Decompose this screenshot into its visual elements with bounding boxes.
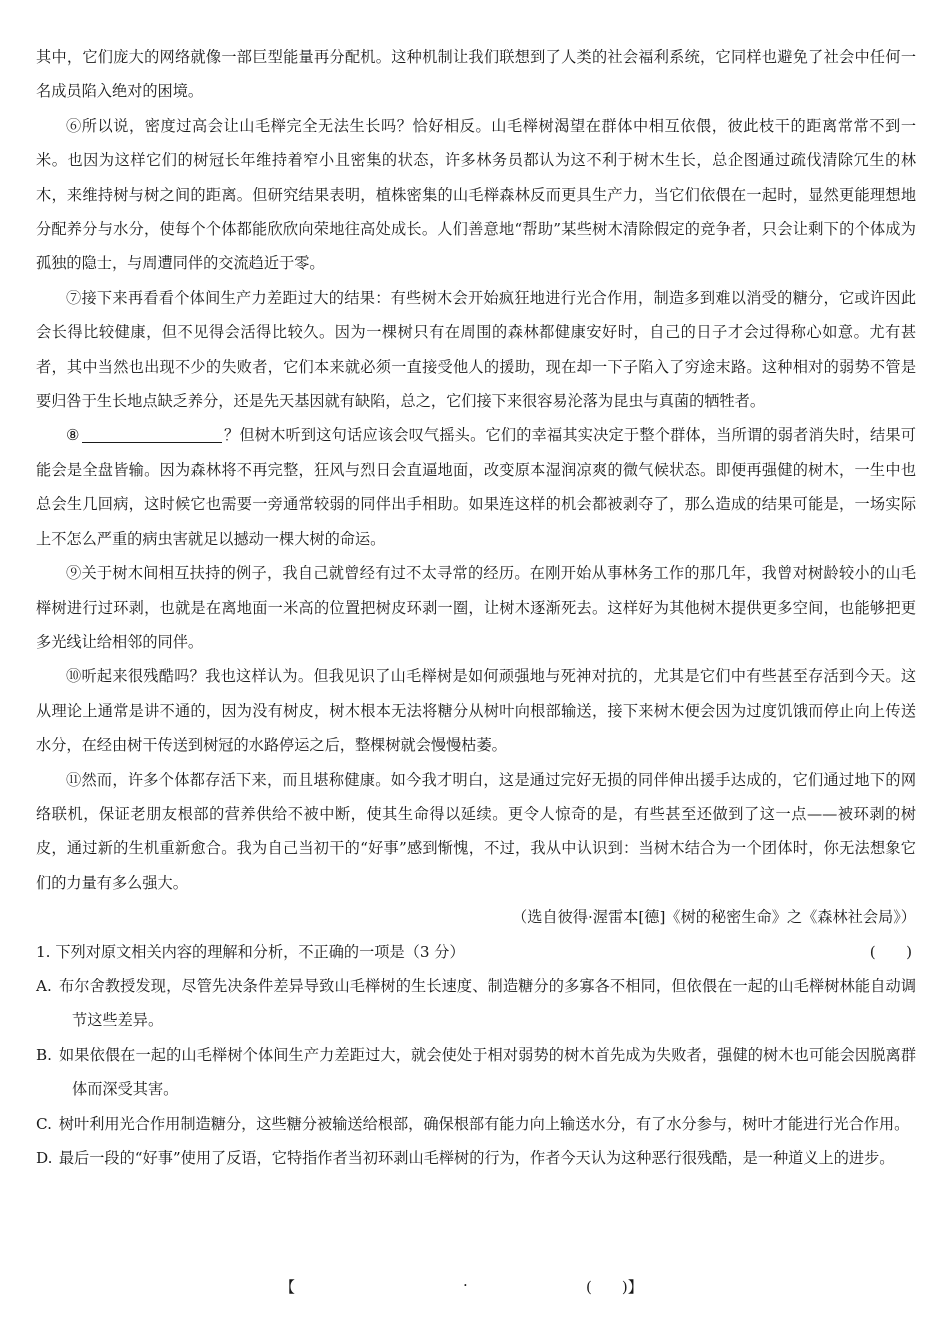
option-text: 最后一段的“好事”使用了反语，它特指作者当初环剥山毛榉树的行为，作者今天认为这种恶行很残酷，是一种道义上的进步。 bbox=[58, 1149, 895, 1167]
paragraph-continued: 其中，它们庞大的网络就像一部巨型能量再分配机。这种机制让我们联想到了人类的社会福利系统，它同样也避免了社会中任何一名成员陷入绝对的困境。 bbox=[36, 48, 916, 101]
paragraph-8-number: ⑧ bbox=[66, 426, 80, 445]
paragraph-8 bbox=[36, 418, 916, 556]
footer-left-bracket: 【 bbox=[280, 1278, 296, 1296]
page-footer bbox=[0, 1276, 950, 1302]
article-source: （选自彼得·渥雷本[德]《树的秘密生命》之《森林社会局》） bbox=[512, 908, 916, 927]
option-text: 树叶利用光合作用制造糖分，这些糖分被输送给根部，确保根部有能力向上输送水分，有了水分参与，树叶才能进行光合作用。 bbox=[58, 1114, 910, 1133]
question-1-stem bbox=[36, 935, 916, 969]
option-c[interactable]: C. 树叶利用光合作用制造糖分，这些糖分被输送给根部，确保根部有能力向上输送水分，有了水分参与，树叶才能进行光合作用。 bbox=[36, 1114, 910, 1133]
option-text: 如果依偎在一起的山毛榉树个体间生产力差距过大，就会使处于相对弱势的树木首先成为失败者，强健的树木也可能会因脱离群体而深受其害。 bbox=[58, 1045, 917, 1099]
paragraph-6: ⑥所以说，密度过高会让山毛榉完全无法生长吗？恰好相反。山毛榉树渴望在群体中相互依偎，彼此枝干的距离常常不到一米。也因为这样它们的树冠长年维持着窄小且密集的状态，许多林务员都认为这不利于树木生长，总企图通过疏伐清除冗生的林木，来维持树与树之间的距离。但研究结果表明，植株密集的山毛榉森林反而更具生产力，当它们依偎在一起时，显然更能理想地分配养分与水分，使每个个体都能欣欣向荣地往高处成长。人们善意地“帮助”某些树木清除假定的竞争者，只会让剩下的个体成为孤独的隐士，与周遭同伴的交流趋近于零。 bbox=[36, 116, 916, 273]
paragraph-7: ⑦接下来再看看个体间生产力差距过大的结果：有些树木会开始疯狂地进行光合作用，制造多到难以消受的糖分，它或许因此会长得比较健康，但不见得会活得比较久。因为一棵树只有在周围的森林都健康安好时，自己的日子才会过得称心如意。尤有甚者，其中当然也出现不少的失败者，它们本来就必须一直接受他人的援助，现在却一下子陷入了穷途末路。这种相对的弱势不管是要归咎于生长地点缺乏养分，还是先天基因就有缺陷，总之，它们接下来很容易沦落为昆虫与真菌的牺牲者。 bbox=[36, 288, 916, 411]
paragraph-11: ⑪然而，许多个体都存活下来，而且堪称健康。如今我才明白，这是通过完好无损的同伴伸出援手达成的，它们通过地下的网络联机，保证老朋友根部的营养供给不被中断，使其生命得以延续。更令人惊奇的是，有些甚至还做到了这一点——被环剥的树皮，通过新的生机重新愈合。我为自己当初干的“好事”感到惭愧，不过，我从中认识到：当树木结合为一个团体时，你无法想象它们的力量有多么强大。 bbox=[36, 770, 916, 892]
answer-bracket[interactable]: ( ) bbox=[869, 942, 912, 961]
footer-dot: · bbox=[463, 1276, 468, 1294]
option-a[interactable]: A. 布尔舍教授发现，尽管先决条件差异导致山毛榉树的生长速度、制造糖分的多寡各不相同，但依偎在一起的山毛榉树林能自动调节这些差异。 bbox=[36, 976, 917, 1030]
paragraph-8-text: ？但树木听到这句话应该会叹气摇头。它们的幸福其实决定于整个群体，当所谓的弱者消失时，结果可能会是全盘皆输。因为森林将不再完整，狂风与烈日会直逼地面，改变原本湿润凉爽的微气候状态。即便再强健的树木，一生中也总会生几回病，这时候它也需要一旁通常较弱的同伴出手相助。如果连这样的机会都被剥夺了，那么造成的结果可能是，一场实际上不怎么严重的病虫害就足以撼动一棵大树的命运。 bbox=[36, 426, 916, 548]
option-text: 布尔舍教授发现，尽管先决条件差异导致山毛榉树的生长速度、制造糖分的多寡各不相同，但依偎在一起的山毛榉树林能自动调节这些差异。 bbox=[58, 976, 917, 1030]
fill-in-blank[interactable] bbox=[82, 424, 222, 443]
paragraph-9: ⑨关于树木间相互扶持的例子，我自己就曾经有过不太寻常的经历。在刚开始从事林务工作的那几年，我曾对树龄较小的山毛榉树进行过环剥，也就是在离地面一米高的位置把树皮环剥一圈，让树木逐渐死去。这样好为其他树木提供更多空间，也能够把更多光线让给相邻的同伴。 bbox=[36, 564, 916, 651]
option-d[interactable]: D. 最后一段的“好事”使用了反语，它特指作者当初环剥山毛榉树的行为，作者今天认为这种恶行很残酷，是一种道义上的进步。 bbox=[36, 1149, 895, 1167]
footer-paren: ( )】 bbox=[586, 1278, 643, 1296]
paragraph-10: ⑩听起来很残酷吗？我也这样认为。但我见识了山毛榉树是如何顽强地与死神对抗的，尤其是它们中有些甚至存活到今天。这从理论上通常是讲不通的，因为没有树皮，树木根本无法将糖分从树叶向根部输送，接下来树木便会因为过度饥饿而停止向上传送水分，在经由树干传送到树冠的水路停运之后，整棵树就会慢慢枯萎。 bbox=[36, 667, 916, 755]
question-text: 1. 下列对原文相关内容的理解和分析，不正确的一项是（3 分） bbox=[36, 942, 465, 961]
option-b[interactable]: B. 如果依偎在一起的山毛榉树个体间生产力差距过大，就会使处于相对弱势的树木首先成为失败者，强健的树木也可能会因脱离群体而深受其害。 bbox=[36, 1045, 917, 1099]
document-page bbox=[36, 40, 916, 1175]
